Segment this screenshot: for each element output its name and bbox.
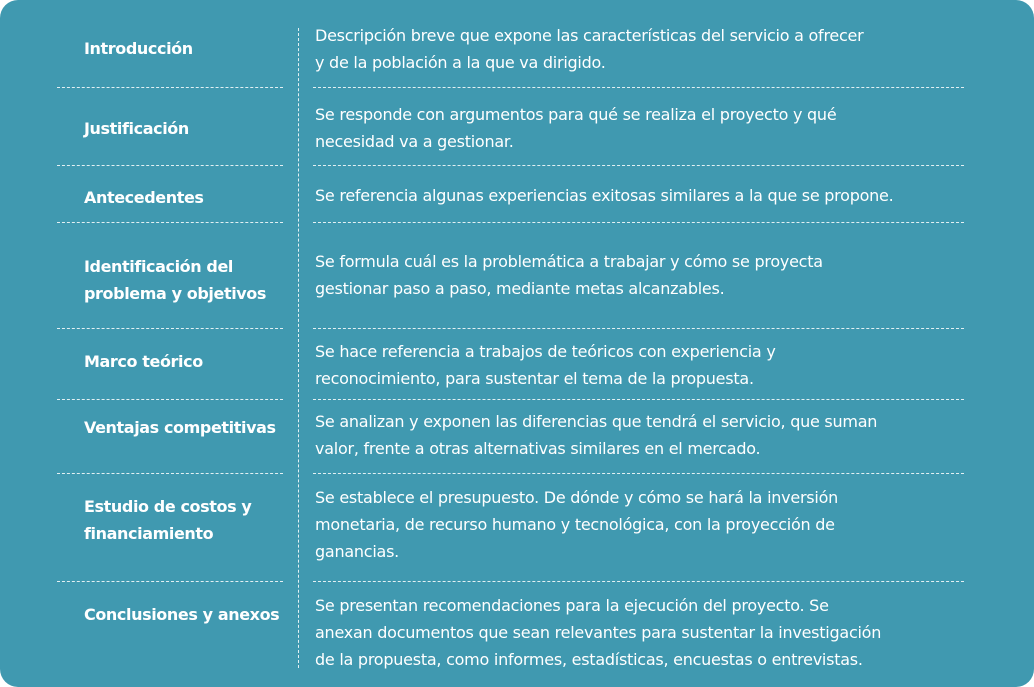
section-term-conclusiones: Conclusiones y anexos	[84, 605, 280, 624]
section-description-justificacion: Se responde con argumentos para qué se realiza el proyecto y qué necesidad va a gestionar.	[315, 105, 837, 151]
row-separator	[57, 399, 283, 400]
row-separator	[57, 87, 283, 88]
row-separator	[57, 328, 283, 329]
row-separator	[313, 328, 964, 329]
row-separator	[57, 165, 283, 166]
section-description-marco-teorico: Se hace referencia a trabajos de teóricos con experiencia y reconocimiento, para sustentar el tema de la propuesta.	[315, 342, 776, 388]
section-term-introduccion: Introducción	[84, 39, 193, 58]
row-separator	[313, 473, 964, 474]
row-separator	[313, 399, 964, 400]
section-description-conclusiones: Se presentan recomendaciones para la ejecución del proyecto. Se anexan documentos que sean relevantes para sustentar la investigación de la propuesta, como informes, estadísticas, encuestas o entrevistas.	[315, 596, 882, 669]
section-description-ventajas: Se analizan y exponen las diferencias que tendrá el servicio, que suman valor, frente a otras alternativas similares en el mercado.	[315, 412, 878, 458]
row-separator	[57, 222, 283, 223]
section-term-costos: Estudio de costos y financiamiento	[84, 497, 252, 543]
section-term-justificacion: Justificación	[84, 119, 189, 138]
row-separator	[313, 222, 964, 223]
row-separator	[313, 87, 964, 88]
section-term-identificacion: Identificación del problema y objetivos	[84, 257, 267, 303]
row-separator	[57, 473, 283, 474]
section-term-antecedentes: Antecedentes	[84, 188, 204, 207]
section-term-marco-teorico: Marco teórico	[84, 352, 203, 371]
column-divider	[298, 28, 299, 668]
row-separator	[57, 581, 283, 582]
section-term-ventajas: Ventajas competitivas	[84, 418, 276, 437]
section-description-costos: Se establece el presupuesto. De dónde y cómo se hará la inversión monetaria, de recurso humano y tecnológica, con la proyección de ganancias.	[315, 488, 838, 561]
row-separator	[313, 165, 964, 166]
section-description-antecedentes: Se referencia algunas experiencias exitosas similares a la que se propone.	[315, 186, 894, 205]
section-description-identificacion: Se formula cuál es la problemática a trabajar y cómo se proyecta gestionar paso a paso, mediante metas alcanzables.	[315, 252, 823, 298]
section-description-introduccion: Descripción breve que expone las características del servicio a ofrecer y de la población a la que va dirigido.	[315, 26, 864, 72]
row-separator	[313, 581, 964, 582]
